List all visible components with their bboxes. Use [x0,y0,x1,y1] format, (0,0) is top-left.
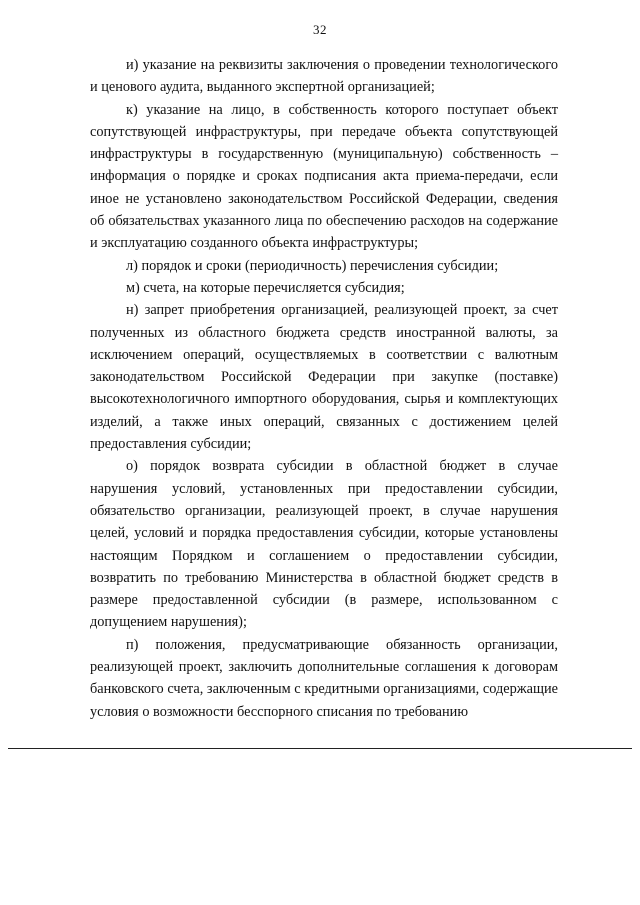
document-body [90,54,558,723]
paragraph-n: н) запрет приобретения организацией, реализующей проект, за счет полученных из областного бюджета средств иностранной валюты, за исключением операций, осуществляемых в соответствии с валютным законодательством Российской Федерации при закупке (поставке) высокотехнологичного импортного оборудования, сырья и комплектующих изделий, а также иных операций, связанных с достижением целей предоставления субсидии; [90,302,558,453]
paragraph-p: п) положения, предусматривающие обязанность организации, реализующей проект, заключить дополнительные соглашения к договорам банковского счета, заключенным с кредитными организациями, содержащие условия о возможности бесспорного списания по требованию [90,636,558,720]
paragraph-m: м) счета, на которые перечисляется субсидия; [126,279,405,296]
paragraph-l: л) порядок и сроки (периодичность) перечисления субсидии; [126,257,499,274]
paragraph-o: о) порядок возврата субсидии в областной бюджет в случае нарушения условий, установленных при предоставлении субсидии, обязательство организации, реализующей проект, в случае нарушения целей, условий и порядка предоставления субсидии, которые установлены настоящим Порядком и соглашением о предоставлении субсидии, возвратить по требованию Министерства в областной бюджет средств в размере предоставленной субсидии (в размере, использованном с допущением нарушения); [90,458,558,631]
paragraph-i: и) указание на реквизиты заключения о проведении технологического и ценового аудита, выданного экспертной организацией; [90,57,558,96]
page-number: 32 [313,22,327,37]
page-bottom-rule [8,748,632,749]
paragraph-k: к) указание на лицо, в собственность которого поступает объект сопутствующей инфраструктуры, при передаче объекта сопутствующей инфраструктуры в государственную (муниципальную) собственность – информация о порядке и сроках подписания акта приема-передачи, если иное не установлено законодательством Российской Федерации, сведения об обязательствах указанного лица по обеспечению расходов на содержание и эксплуатацию созданного объекта инфраструктуры; [90,101,558,252]
